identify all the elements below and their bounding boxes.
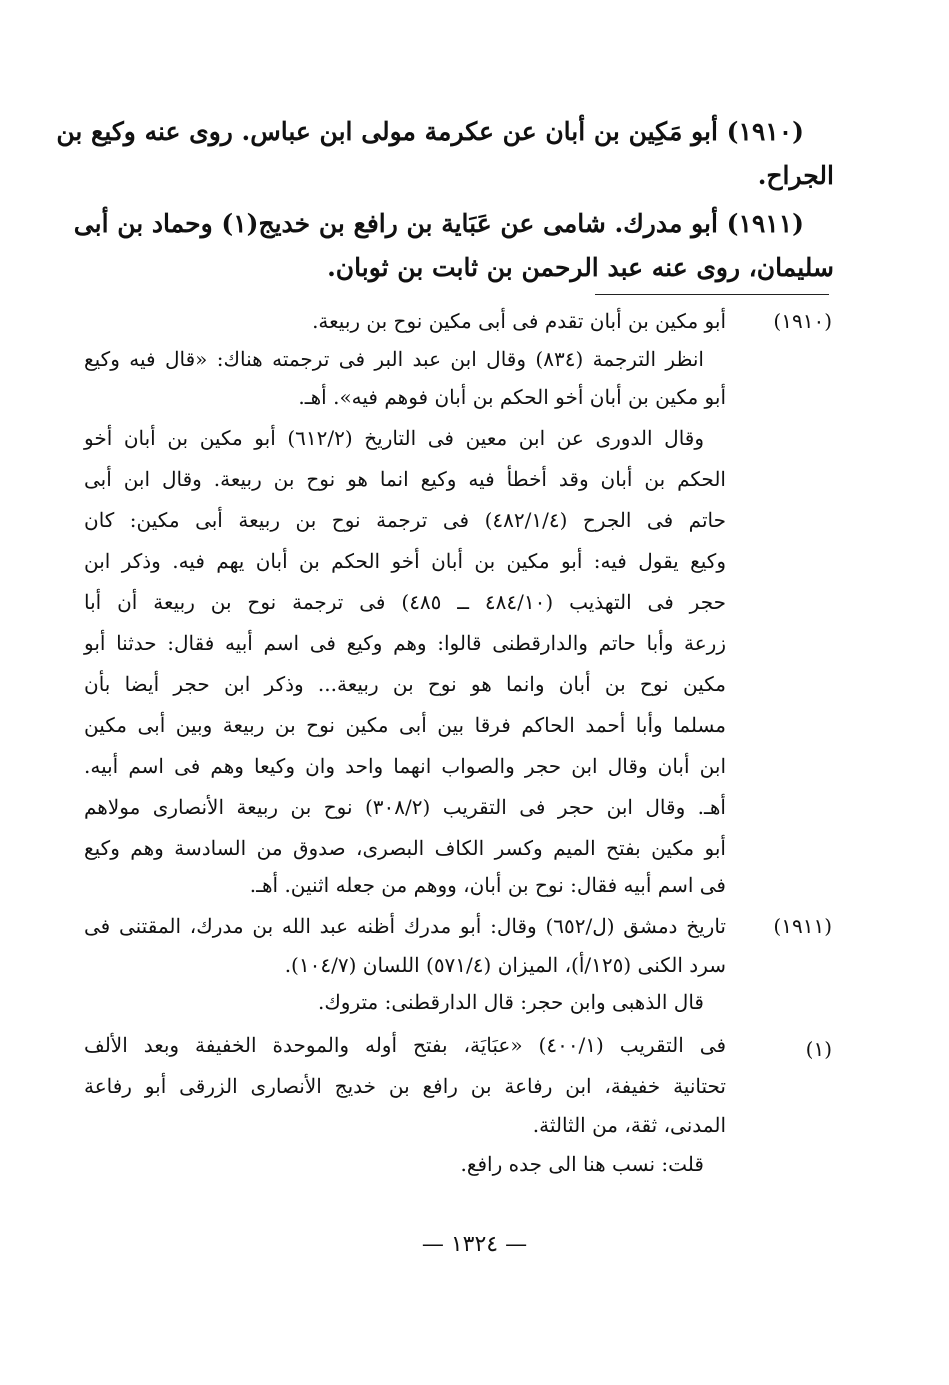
entry-1910-line-2: الجراح. (757, 161, 834, 190)
footnote-1910-line-6: حاتم فى الجرح (٤٨٢/١/٤) فى ترجمة نوح بن ربيعة أبى مكين: كان (84, 508, 726, 532)
footnote-separator (595, 294, 829, 295)
footnote-number-1910: (١٩١٠) (773, 309, 832, 333)
footnote-1910-line-13: أهـ. وقال ابن حجر فى التقريب (٣٠٨/٢) نوح بن ربيعة الأنصارى مولاهم (84, 795, 726, 819)
footnote-1910-line-14: أبو مكين بفتح الميم وكسر الكاف البصرى، صدوق من السادسة وهم وكيع (84, 836, 726, 860)
footnote-1911-line-2: سرد الكنى (١٢٥/أ)، الميزان (٥٧١/٤) اللسان (١٠٤/٧). (284, 953, 726, 977)
footnote-1910-line-4: وقال الدورى عن ابن معين فى التاريخ (٦١٢/٢) أبو مكين بن أبان أخو (84, 426, 704, 450)
entry-1911-line-2: سليمان، روى عنه عبد الرحمن بن ثابت بن ثوبان. (327, 253, 834, 282)
footnote-number-1911: (١٩١١) (773, 914, 832, 938)
footnote-1-line-4: قلت: نسب هنا الى جده رافع. (460, 1152, 704, 1176)
footnote-1910-line-8: حجر فى التهذيب (٤٨٤/١٠ ــ ٤٨٥) فى ترجمة نوح بن ربيعة أن أبا (84, 590, 726, 614)
footnote-1911-line-1: تاريخ دمشق (ل/٦٥٢) وقال: أبو مدرك أظنه عبد الله بن مدرك، المقتنى فى (84, 914, 726, 938)
footnote-1-line-2: تحتانية خفيفة، ابن رفاعة بن رافع بن خديج الأنصارى الزرقى أبو رفاعة (84, 1074, 726, 1098)
footnote-1911-line-3: قال الذهبى وابن حجر: قال الدارقطنى: متروك. (317, 990, 704, 1014)
footnote-1910-line-5: الحكم بن أبان وقد أخطأ فيه وكيع انما هو نوح بن ربيعة. وقال ابن أبى (84, 467, 726, 491)
footnote-number-1: (١) (805, 1037, 832, 1061)
footnote-1-line-1: فى التقريب (٤٠٠/١) «عبَايَة، بفتح أوله والموحدة الخفيفة وبعد الألف (84, 1033, 727, 1057)
footnote-1910-line-9: زرعة وأبا حاتم والدارقطنى قالوا: وهم وكيع فى اسم أبيه فقال: حدثنا أبو (84, 631, 726, 655)
footnote-1910-line-7: وكيع يقول فيه: أبو مكين بن أبان أخو الحكم بن أبان يهم فيه. وذكر ابن (84, 549, 726, 573)
footnote-1910-line-2: انظر الترجمة (٨٣٤) وقال ابن عبد البر فى ترجمته هناك: «قال فيه وكيع (84, 347, 704, 371)
entry-1911-line-1: (١٩١١) أبو مدرك. شامى عن عَبَاية بن رافع بن خديج(١) وحماد بن أبى (73, 209, 804, 238)
footnote-1910-line-10: مكين نوح بن أبان وانما هو نوح بن ربيعة... وذكر ابن حجر أيضا بأن (84, 672, 726, 696)
footnote-1910-line-11: مسلما وأبا أحمد الحاكم فرقا بين أبى مكين نوح بن ربيعة وبين أبى مكين (84, 713, 726, 737)
footnote-1910-line-3: أبو مكين بن أبان أخو الحكم بن أبان فوهم فيه». أهـ. (298, 385, 726, 409)
footnote-1910-line-1: أبو مكين بن أبان تقدم فى أبى مكين نوح بن ربيعة. (312, 309, 726, 333)
footnote-1-line-3: المدنى، ثقة، من الثالثة. (532, 1113, 726, 1137)
footnote-1910-line-15: فى اسم أبيه فقال: نوح بن أبان، ووهم من جعله اثنين. أهـ. (249, 873, 726, 897)
page-number: — ١٣٢٤ — (421, 1232, 528, 1257)
footnote-1910-line-12: ابن أبان وقال ابن حجر والصواب انهما واحد وان وكيعا وهم فى اسم أبيه. (84, 754, 726, 778)
entry-1910-line-1: (١٩١٠) أبو مَكِين بن أبان عن عكرمة مولى ابن عباس. روى عنه وكيع بن (56, 117, 804, 146)
